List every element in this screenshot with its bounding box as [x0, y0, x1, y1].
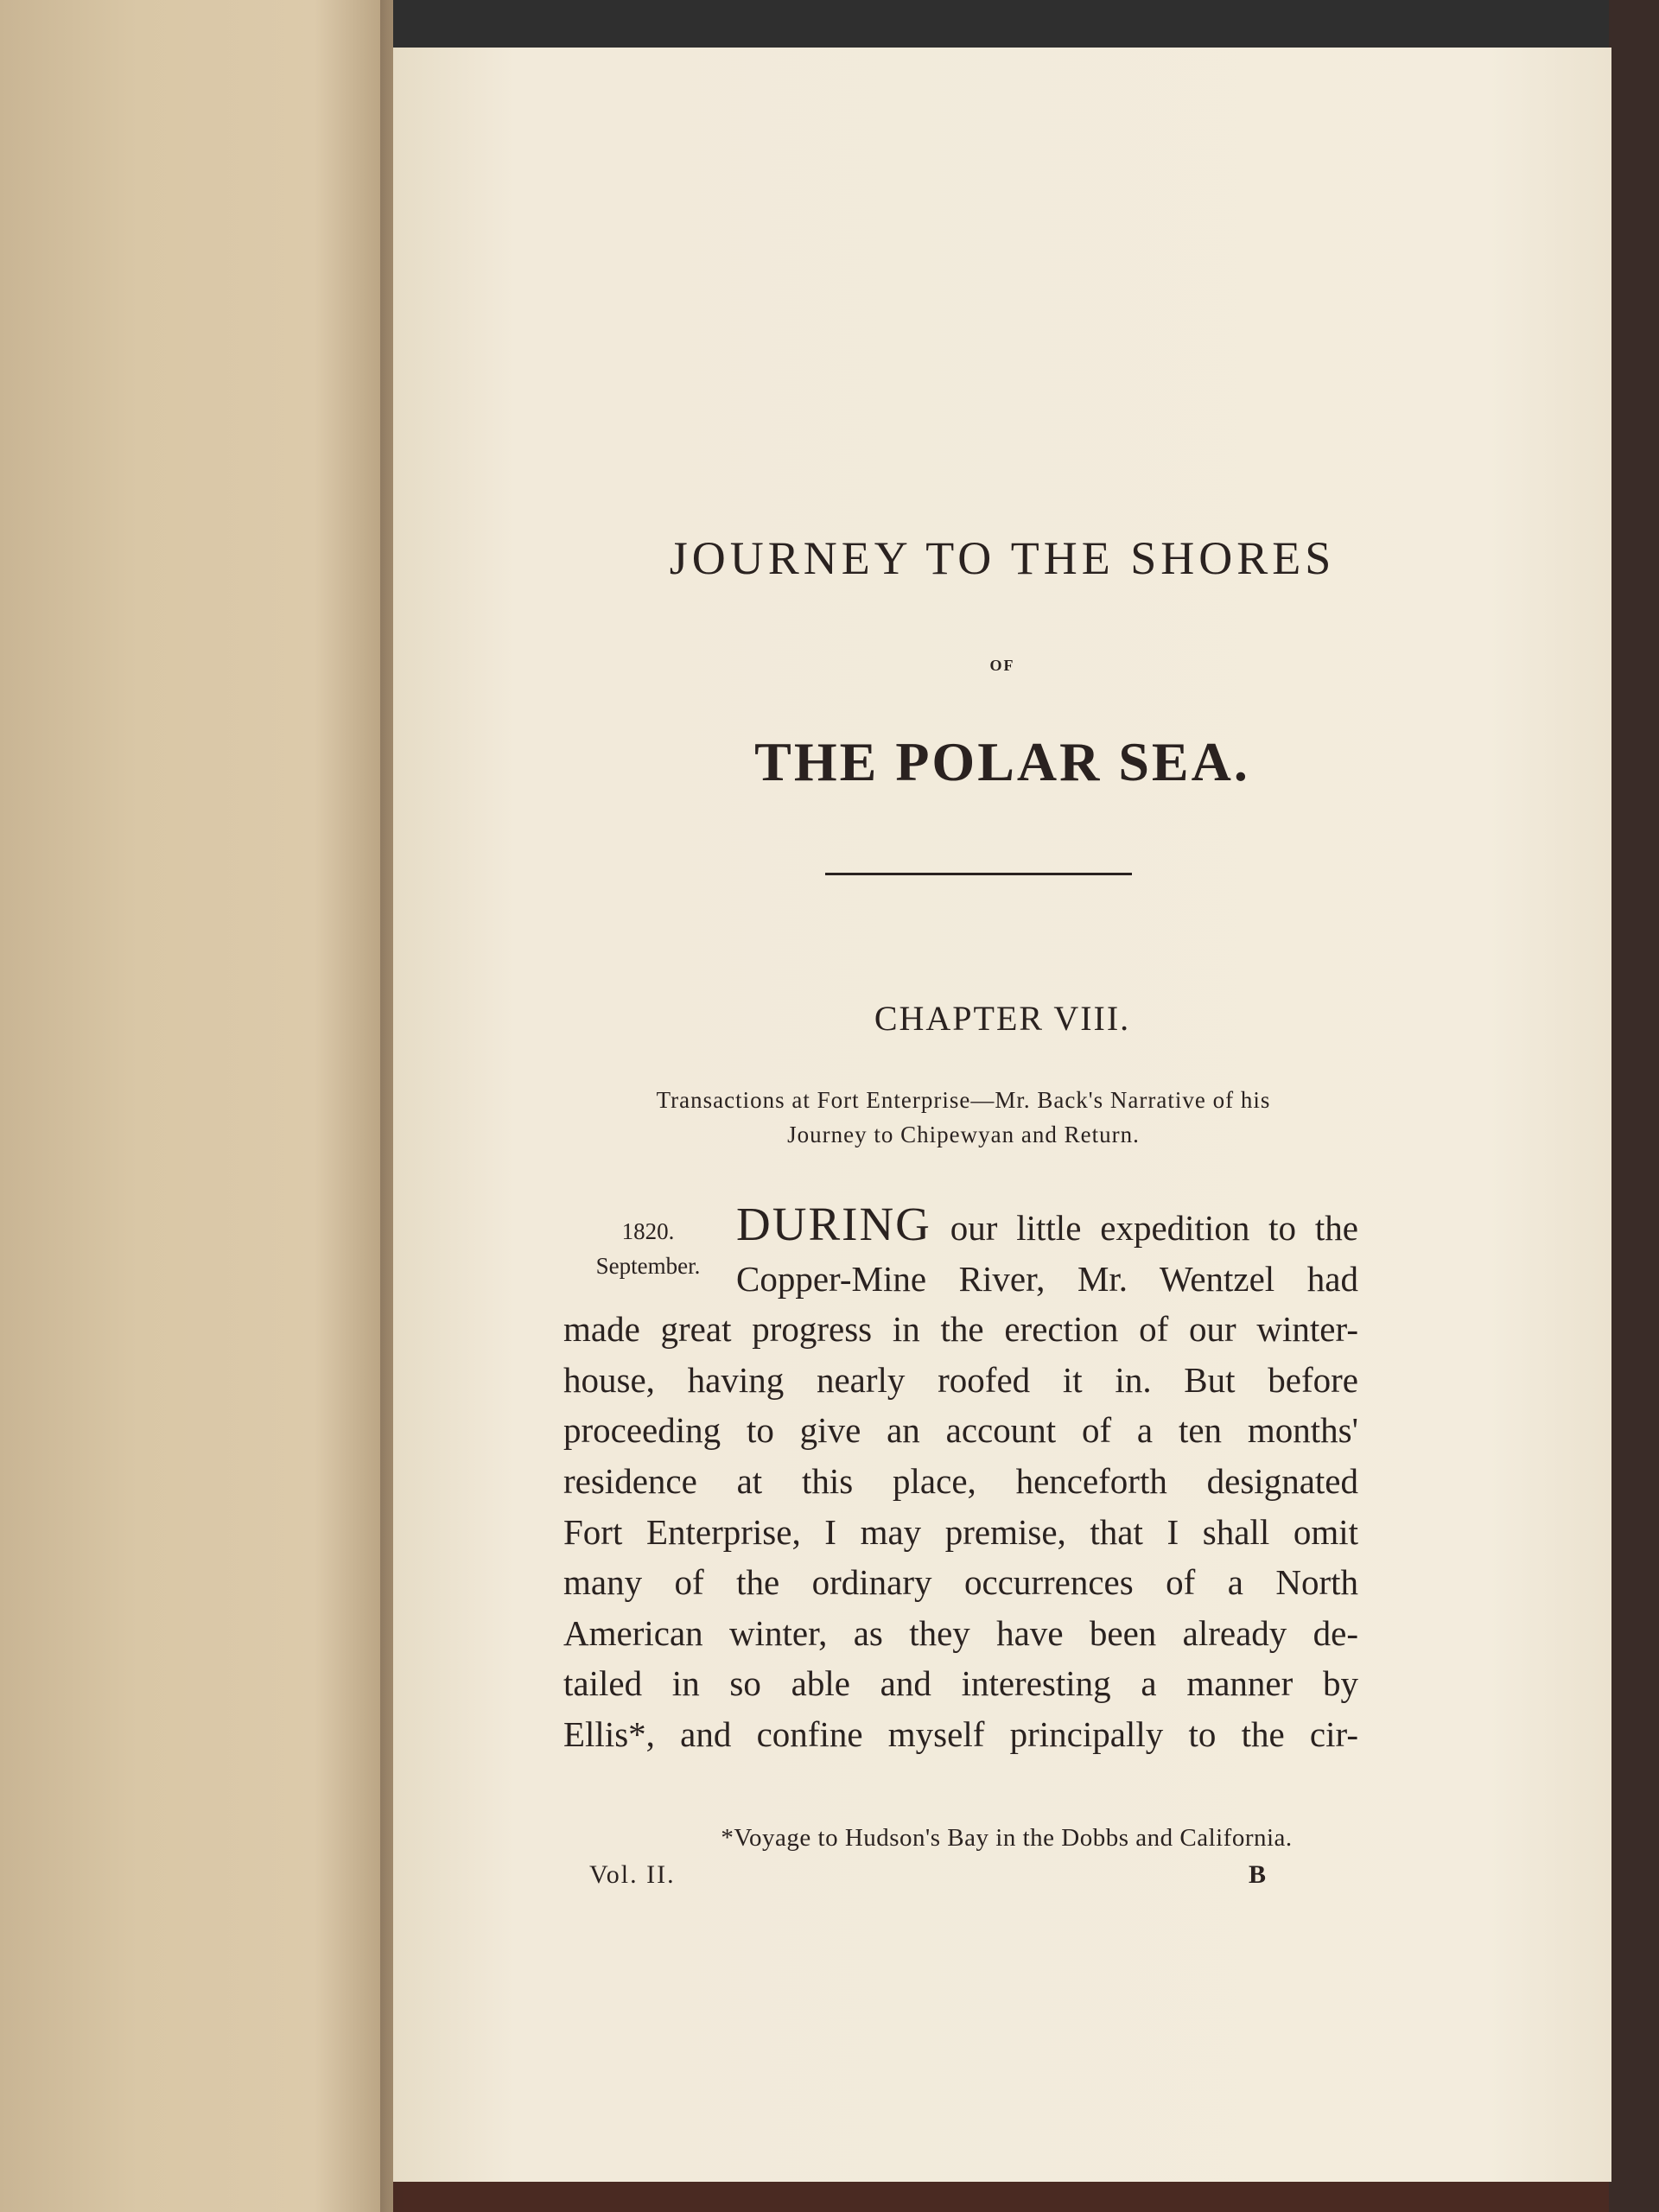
- body-line: tailed in so able and interesting a manner by: [563, 1663, 1358, 1704]
- chapter-summary-line-1: Transactions at Fort Enterprise—Mr. Back's Narrative of his: [656, 1087, 1271, 1113]
- chapter-summary: [570, 1083, 1357, 1152]
- body-line: proceeding to give an account of a ten months': [563, 1410, 1358, 1451]
- volume-signature: Vol. II.: [589, 1860, 676, 1889]
- margin-month: September.: [595, 1253, 701, 1279]
- body-line: Copper-Mine River, Mr. Wentzel had: [736, 1258, 1358, 1299]
- body-line: residence at this place, henceforth designated: [563, 1460, 1358, 1501]
- body-line: house, having nearly roofed it in. But before: [563, 1359, 1358, 1400]
- body-line: Ellis*, and confine myself principally to the cir-: [563, 1713, 1358, 1754]
- body-text: [563, 1199, 1358, 1760]
- title-line-1: JOURNEY TO THE SHORES: [669, 532, 1336, 584]
- drop-cap-word: DURING: [736, 1198, 931, 1250]
- body-line: DURING our little expedition to the: [736, 1198, 1358, 1250]
- right-page: [393, 48, 1611, 2182]
- body-line: many of the ordinary occurrences of a North: [563, 1562, 1358, 1603]
- chapter-heading: CHAPTER VIII.: [874, 999, 1131, 1038]
- body-line: American winter, as they have been already de-: [563, 1612, 1358, 1653]
- left-page: [0, 0, 393, 2212]
- body-line: made great progress in the erection of our winter-: [563, 1309, 1358, 1350]
- chapter-summary-line-2: Journey to Chipewyan and Return.: [787, 1122, 1140, 1147]
- background-right: [1609, 0, 1659, 2212]
- margin-year: 1820.: [621, 1218, 675, 1244]
- title-rule: [825, 873, 1132, 875]
- title-line-2: THE POLAR SEA.: [754, 731, 1250, 792]
- signature-mark: B: [1249, 1860, 1267, 1889]
- title-of: OF: [989, 657, 1015, 674]
- footnote: *Voyage to Hudson's Bay in the Dobbs and California.: [721, 1824, 1293, 1852]
- body-line: Fort Enterprise, I may premise, that I shall omit: [563, 1511, 1358, 1552]
